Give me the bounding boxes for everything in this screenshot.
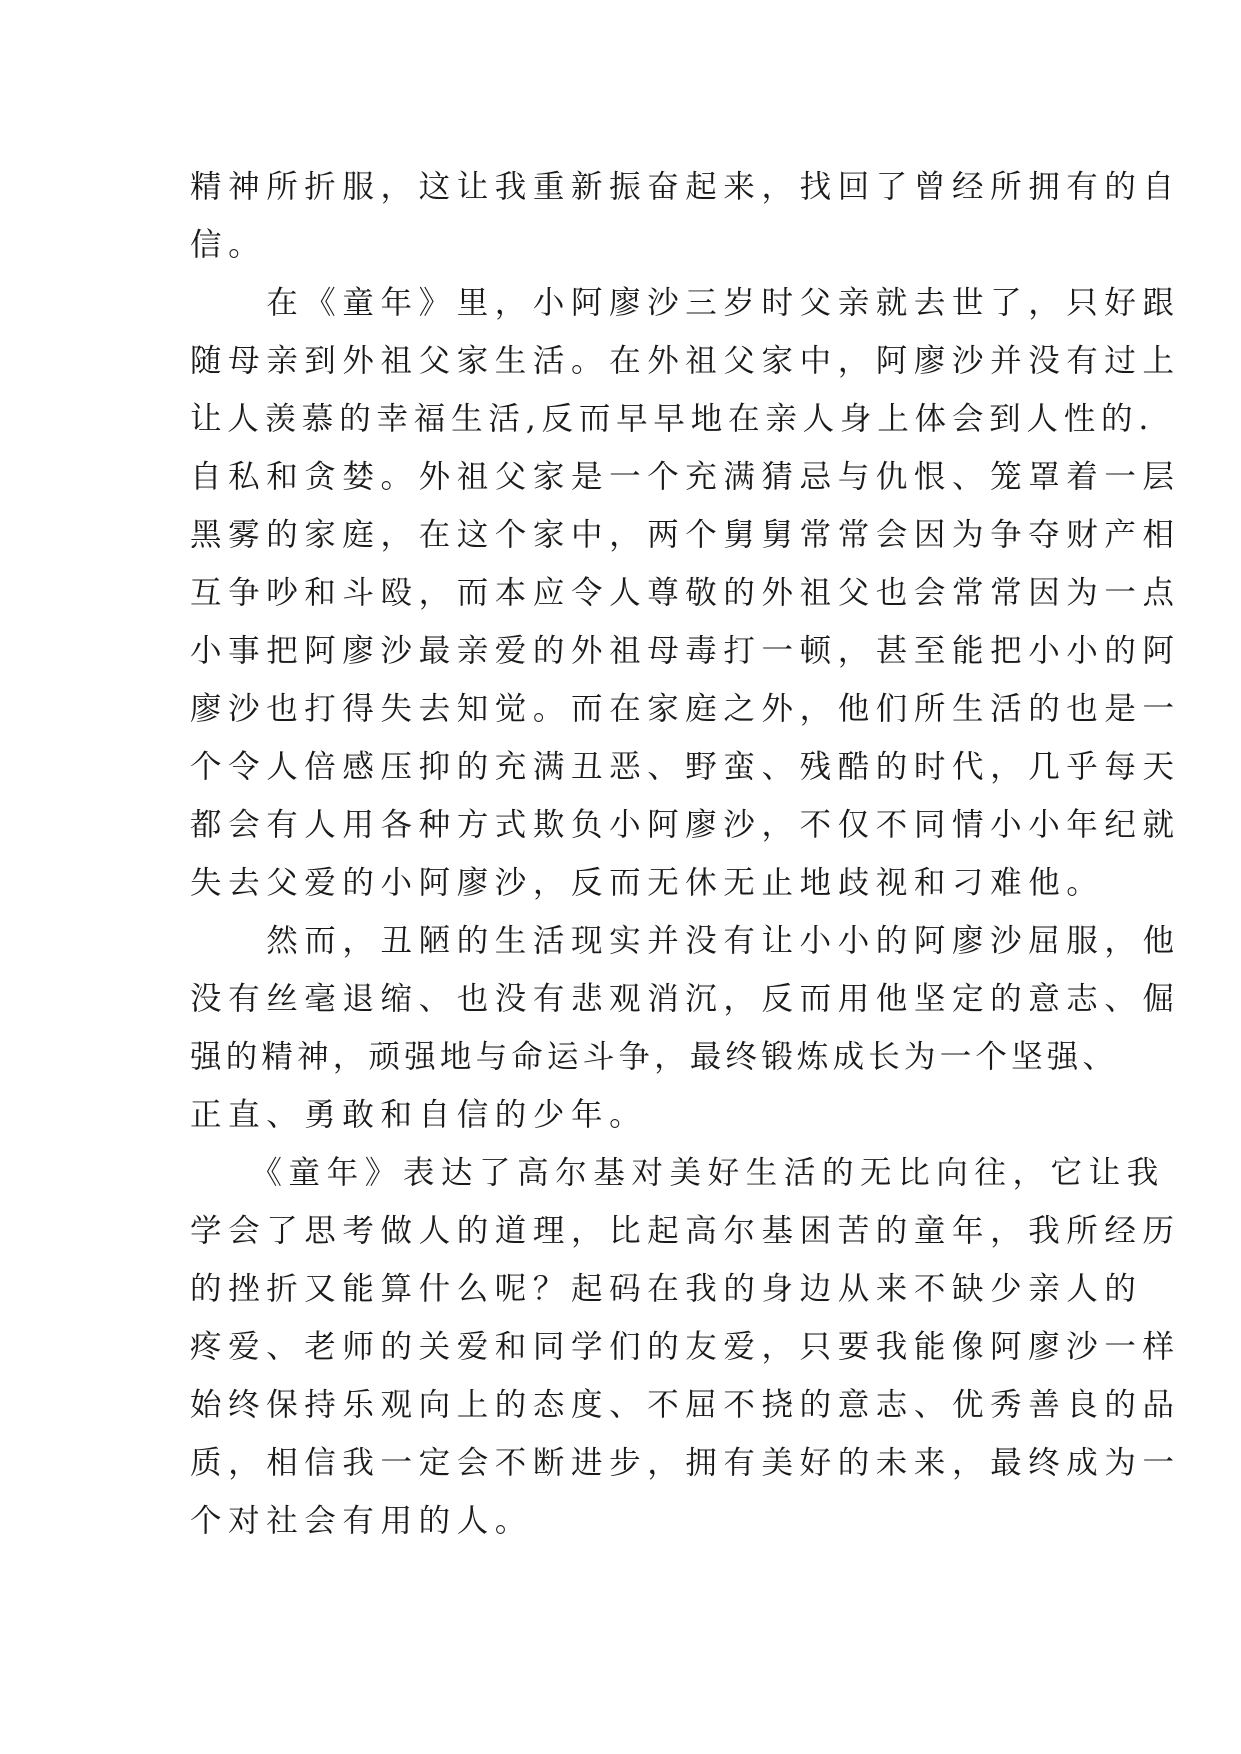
text-line: 个令人倍感压抑的充满丑恶、野蛮、残酷的时代，几乎每天 [190, 749, 1181, 785]
text-line: 始终保持乐观向上的态度、不屈不挠的意志、优秀善良的品 [190, 1387, 1181, 1423]
text-line: 在《童年》里，小阿廖沙三岁时父亲就去世了，只好跟 [190, 285, 1181, 321]
paragraph-2 [190, 274, 1181, 912]
paragraph-3 [190, 912, 1181, 1144]
text-line: 然而，丑陋的生活现实并没有让小小的阿廖沙屈服，他 [190, 923, 1181, 959]
text-line: 精神所折服，这让我重新振奋起来，找回了曾经所拥有的自 [190, 169, 1181, 205]
paragraph-1 [190, 158, 1181, 274]
text-line: 让人羡慕的幸福生活,反而早早地在亲人身上体会到人性的. [190, 401, 1155, 437]
text-line: 的挫折又能算什么呢？起码在我的身边从来不缺少亲人的 [190, 1271, 1143, 1307]
text-line: 正直、勇敢和自信的少年。 [190, 1097, 648, 1133]
text-line: 疼爱、老师的关爱和同学们的友爱，只要我能像阿廖沙一样 [190, 1329, 1181, 1365]
text-line: 《童年》表达了高尔基对美好生活的无比向往，它让我 [190, 1155, 1165, 1191]
text-line: 都会有人用各种方式欺负小阿廖沙，不仅不同情小小年纪就 [190, 807, 1181, 843]
text-line: 黑雾的家庭，在这个家中，两个舅舅常常会因为争夺财产相 [190, 517, 1181, 553]
text-line: 学会了思考做人的道理，比起高尔基困苦的童年，我所经历 [190, 1213, 1181, 1249]
text-line: 个对社会有用的人。 [190, 1503, 533, 1539]
text-line: 自私和贪婪。外祖父家是一个充满猜忌与仇恨、笼罩着一层 [190, 459, 1181, 495]
text-line: 互争吵和斗殴，而本应令人尊敬的外祖父也会常常因为一点 [190, 575, 1181, 611]
text-line: 质，相信我一定会不断进步，拥有美好的未来，最终成为一 [190, 1445, 1181, 1481]
text-line: 没有丝毫退缩、也没有悲观消沉，反而用他坚定的意志、倔 [190, 981, 1181, 1017]
text-line: 小事把阿廖沙最亲爱的外祖母毒打一顿，甚至能把小小的阿 [190, 633, 1181, 669]
text-line: 失去父爱的小阿廖沙，反而无休无止地歧视和刁难他。 [190, 865, 1105, 901]
text-line: 随母亲到外祖父家生活。在外祖父家中，阿廖沙并没有过上 [190, 343, 1181, 379]
text-line: 信。 [190, 227, 267, 263]
text-line: 廖沙也打得失去知觉。而在家庭之外，他们所生活的也是一 [190, 691, 1181, 727]
body-text [190, 158, 1181, 1550]
text-line: 强的精神，顽强地与命运斗争，最终锻炼成长为一个坚强、 [190, 1039, 1119, 1075]
paragraph-4 [190, 1144, 1181, 1550]
